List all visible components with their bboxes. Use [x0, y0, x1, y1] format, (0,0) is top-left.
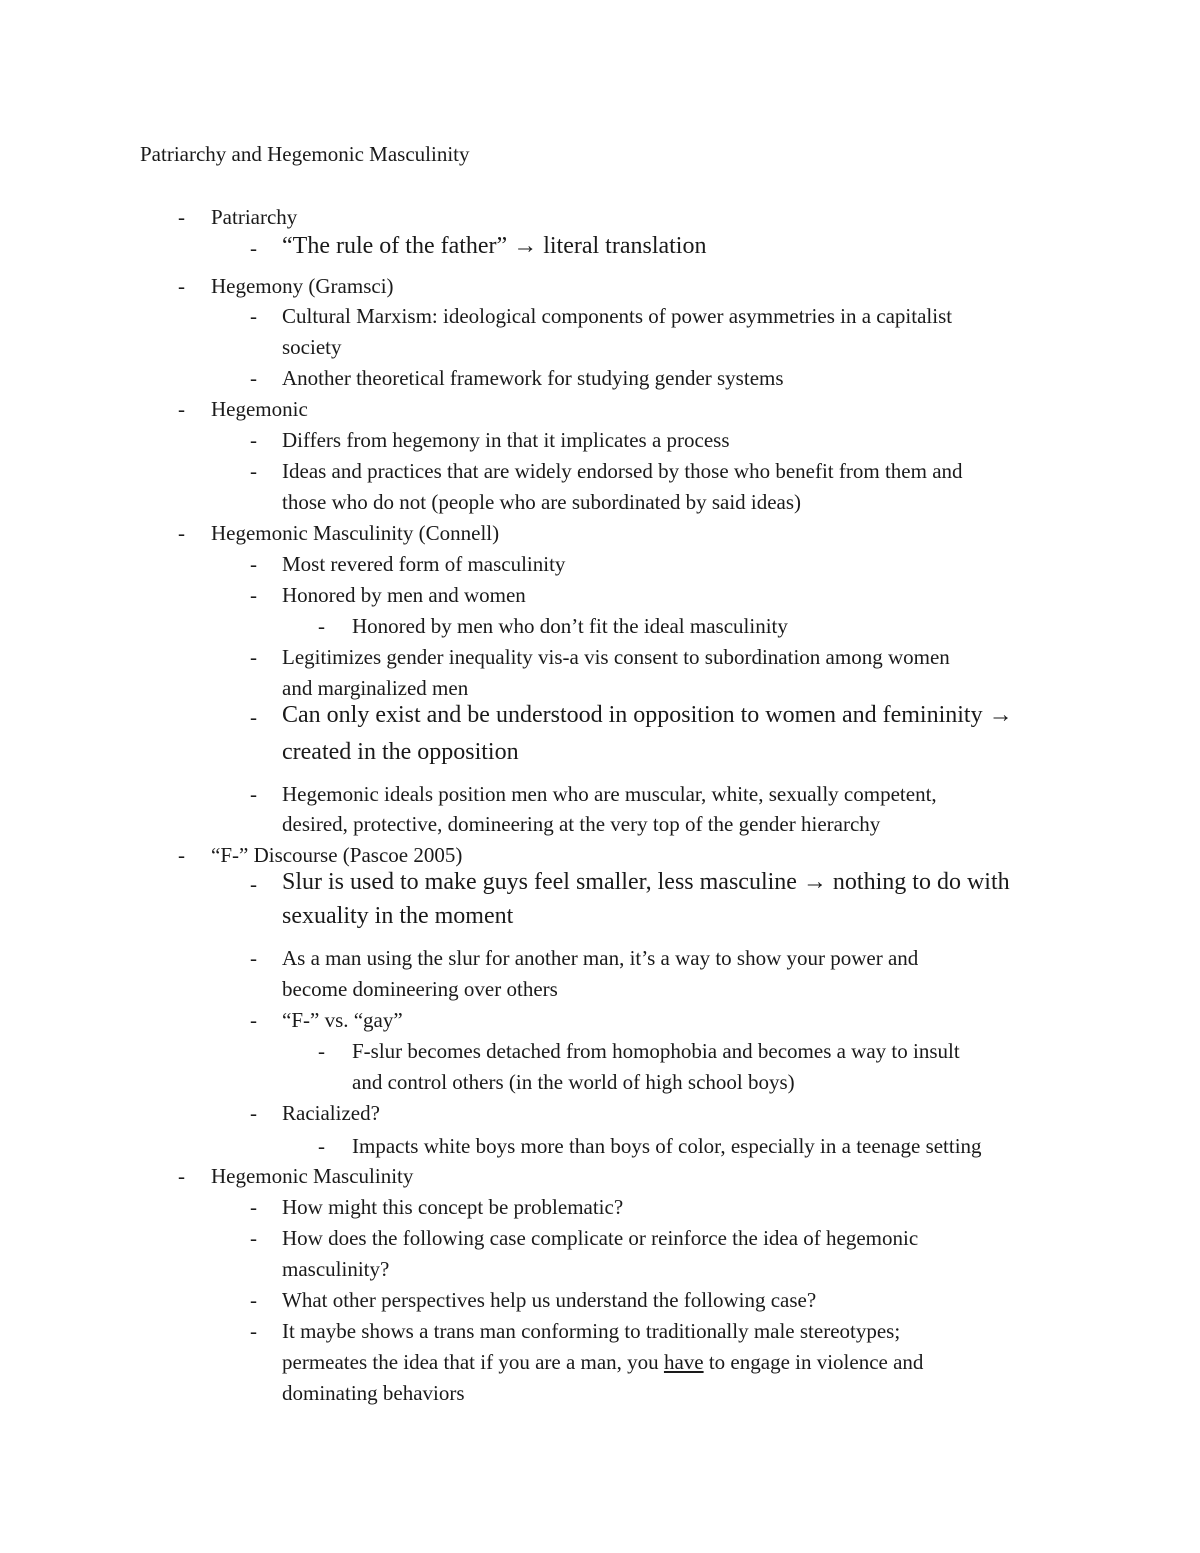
- outline-item-level-2: Legitimizes gender inequality vis-a vis consent to subordination among women: [282, 645, 950, 669]
- bullet-dash: -: [250, 705, 257, 729]
- outline-item-level-2: It maybe shows a trans man conforming to traditionally male stereotypes;: [282, 1319, 901, 1343]
- outline-item-level-3: F-slur becomes detached from homophobia and becomes a way to insult: [352, 1039, 960, 1063]
- page-title: Patriarchy and Hegemonic Masculinity: [140, 142, 470, 166]
- bullet-dash: -: [250, 428, 257, 452]
- outline-item-level-2: dominating behaviors: [282, 1381, 465, 1405]
- bullet-dash: -: [250, 304, 257, 328]
- outline-item-level-2: How might this concept be problematic?: [282, 1195, 624, 1219]
- outline-item-level-2: desired, protective, domineering at the very top of the gender hierarchy: [282, 812, 881, 836]
- outline-item-level-1: “F-” Discourse (Pascoe 2005): [211, 843, 463, 867]
- bullet-dash: -: [250, 366, 257, 390]
- outline-item-level-2: Ideas and practices that are widely endorsed by those who benefit from them and: [282, 459, 963, 483]
- outline-item-level-2: Cultural Marxism: ideological components of power asymmetries in a capitalist: [282, 304, 953, 328]
- bullet-dash: -: [178, 205, 185, 229]
- outline-item-level-2: What other perspectives help us understand the following case?: [282, 1288, 817, 1312]
- outline-item-level-2: “The rule of the father” → literal translation: [282, 233, 707, 259]
- outline-item-level-2: and marginalized men: [282, 676, 469, 700]
- bullet-dash: -: [178, 521, 185, 545]
- outline-item-level-2: permeates the idea that if you are a man, you have to engage in violence and: [282, 1350, 924, 1374]
- outline-item-level-2: How does the following case complicate or reinforce the idea of hegemonic: [282, 1226, 919, 1250]
- outline-item-level-2: Differs from hegemony in that it implicates a process: [282, 428, 730, 452]
- underlined-word: have: [663, 1350, 704, 1374]
- outline-item-level-2: created in the opposition: [282, 739, 519, 765]
- outline-item-level-2: Honored by men and women: [282, 583, 526, 607]
- bullet-dash: -: [178, 843, 185, 867]
- bullet-dash: -: [178, 1164, 185, 1188]
- outline-item-level-1: Hegemony (Gramsci): [211, 274, 394, 298]
- outline-item-level-2: Racialized?: [282, 1101, 380, 1125]
- outline-item-level-2: As a man using the slur for another man, it’s a way to show your power and: [282, 946, 919, 970]
- outline-item-level-2: Can only exist and be understood in opposition to women and femininity →: [282, 702, 1013, 728]
- outline-item-level-3: Honored by men who don’t fit the ideal masculinity: [352, 614, 788, 638]
- outline-item-level-3: and control others (in the world of high school boys): [352, 1070, 795, 1094]
- bullet-dash: -: [250, 1319, 257, 1343]
- bullet-dash: -: [250, 459, 257, 483]
- outline-item-level-3: Impacts white boys more than boys of color, especially in a teenage setting: [352, 1134, 982, 1158]
- bullet-dash: -: [250, 552, 257, 576]
- outline-item-level-2: become domineering over others: [282, 977, 558, 1001]
- bullet-dash: -: [250, 782, 257, 806]
- outline-item-level-1: Hegemonic Masculinity (Connell): [211, 521, 500, 545]
- bullet-dash: -: [250, 583, 257, 607]
- bullet-dash: -: [250, 1195, 257, 1219]
- bullet-dash: -: [178, 397, 185, 421]
- bullet-dash: -: [250, 236, 257, 260]
- outline-item-level-2: Another theoretical framework for studying gender systems: [282, 366, 784, 390]
- outline-item-level-2: Slur is used to make guys feel smaller, less masculine → nothing to do with: [282, 869, 1010, 895]
- bullet-dash: -: [250, 645, 257, 669]
- bullet-dash: -: [178, 274, 185, 298]
- outline-item-level-2: masculinity?: [282, 1257, 390, 1281]
- outline-item-level-1: Hegemonic Masculinity: [211, 1164, 414, 1188]
- bullet-dash: -: [250, 1008, 257, 1032]
- outline-item-level-2: Most revered form of masculinity: [282, 552, 566, 576]
- outline-item-level-1: Hegemonic: [211, 397, 308, 421]
- bullet-dash: -: [318, 1134, 325, 1158]
- outline-item-level-2: those who do not (people who are subordinated by said ideas): [282, 490, 802, 514]
- outline-item-level-2: sexuality in the moment: [282, 903, 514, 929]
- outline-item-level-2: Hegemonic ideals position men who are muscular, white, sexually competent,: [282, 782, 937, 806]
- bullet-dash: -: [318, 614, 325, 638]
- bullet-dash: -: [250, 1226, 257, 1250]
- bullet-dash: -: [250, 872, 257, 896]
- bullet-dash: -: [250, 1288, 257, 1312]
- outline-item-level-1: Patriarchy: [211, 205, 298, 229]
- bullet-dash: -: [318, 1039, 325, 1063]
- outline-item-level-2: “F-” vs. “gay”: [282, 1008, 403, 1032]
- bullet-dash: -: [250, 946, 257, 970]
- outline-item-level-2: society: [282, 335, 342, 359]
- bullet-dash: -: [250, 1101, 257, 1125]
